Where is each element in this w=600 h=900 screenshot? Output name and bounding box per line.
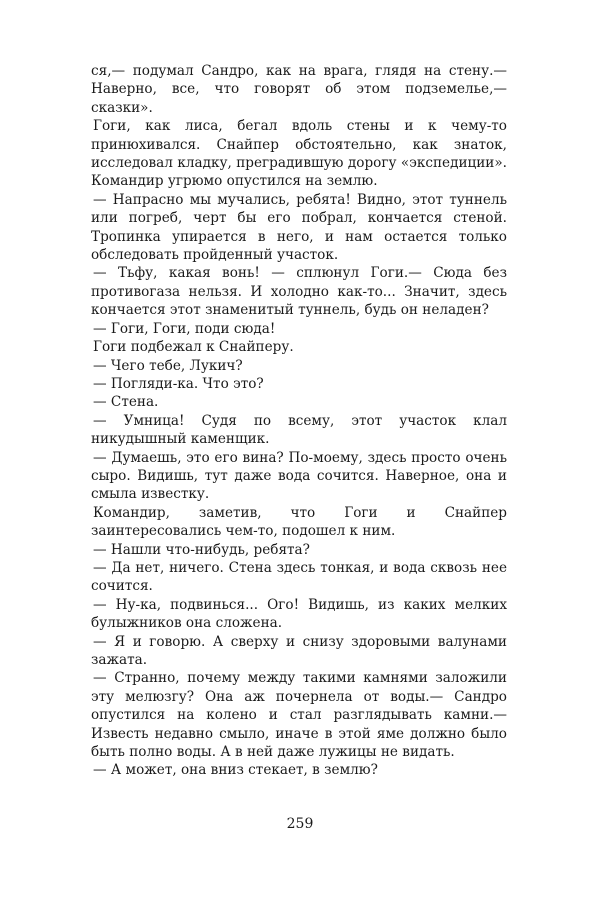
paragraph-15: — Ну-ка, подвинься... Ого! Видишь, из каких мелких булыжников она сложена.	[91, 596, 507, 632]
paragraph-2: Гоги, как лиса, бегал вдоль стены и к чему-то принюхивался. Снайпер обстоятельно, как знаток, исследовал кладку, преградившую дорогу «экспедиции». Командир угрюмо опустился на землю.	[91, 118, 507, 190]
paragraph-11: — Думаешь, это его вина? По-моему, здесь просто очень сыро. Видишь, тут даже вода сочится. Наверное, она и смыла известку.	[91, 449, 507, 503]
paragraph-8: — Погляди-ка. Что это?	[93, 375, 264, 392]
paragraph-5: — Гоги, Гоги, поди сюда!	[93, 320, 276, 337]
paragraph-9: — Стена.	[93, 394, 159, 411]
paragraph-14: — Да нет, ничего. Стена здесь тонкая, и вода сквозь нее сочится.	[91, 559, 507, 595]
paragraph-6: Гоги подбежал к Снайперу.	[93, 339, 294, 356]
paragraph-10: — Умница! Судя по всему, этот участок клал никудышный каменщик.	[91, 412, 507, 448]
paragraph-17: — Странно, почему между такими камнями заложили эту мелюзгу? Она аж почернела от воды.— Сандро опустился на колено и стал разглядывать камни.— Известь недавно смыло, иначе в этой яме должно было быть полно воды. А в ней даже лужицы не видать.	[91, 670, 507, 761]
page-number: 259	[286, 816, 314, 832]
paragraph-16: — Я и говорю. А сверху и снизу здоровыми валунами зажата.	[91, 633, 507, 668]
paragraph-12: Командир, заметив, что Гоги и Снайпер заинтересовались чем-то, подошел к ним.	[91, 504, 507, 540]
page-text-body	[91, 62, 507, 780]
paragraph-4: — Тьфу, какая вонь! — сплюнул Гоги.— Сюда без противогаза нельзя. И холодно как-то... Значит, здесь кончается этот знаменитый туннель, будь он неладен?	[91, 265, 507, 319]
paragraph-7: — Чего тебе, Лукич?	[93, 357, 243, 374]
paragraph-1: ся,— подумал Сандро, как на врага, глядя на стену.— Наверно, все, что говорят об этом подземелье,— сказки».	[91, 63, 507, 116]
paragraph-13: — Нашли что-нибудь, ребята?	[93, 541, 310, 558]
paragraph-3: — Напрасно мы мучались, ребята! Видно, этот туннель или погреб, черт бы его побрал, кончается стеной. Тропинка упирается в него, и нам остается только обследовать пройденный участок.	[91, 191, 507, 264]
paragraph-18: — А может, она вниз стекает, в землю?	[93, 762, 378, 779]
